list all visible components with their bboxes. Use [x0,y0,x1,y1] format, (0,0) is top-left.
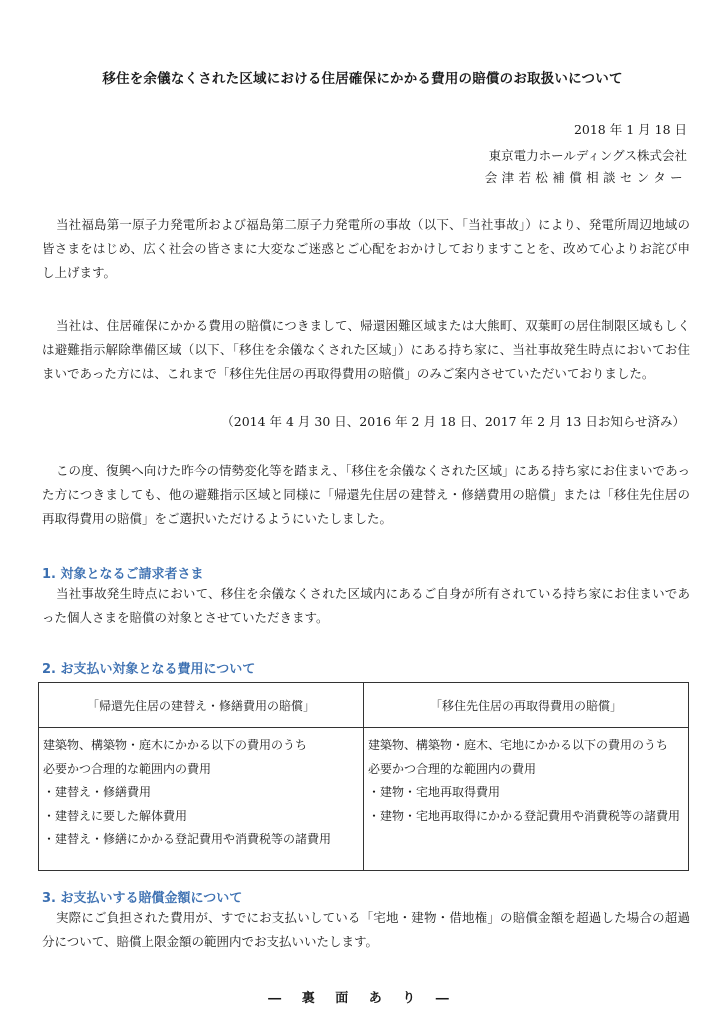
list-item: ・建替え・修繕費用 [43,785,152,799]
section-1-body: 当社事故発生時点において、移住を余儀なくされた区域内にあるご自身が所有されている持ち家にお住まいであった個人さまを賠償の対象とさせていただきます。 [42,586,690,625]
intro-paragraph-apology: 当社福島第一原子力発電所および福島第二原子力発電所の事故（以下、「当社事故」）により、発電所周辺地域の皆さまをはじめ、広く社会の皆さまに大変なご迷惑とご心配をおかけしておりますことを、改めて心よりお詫び申し上げます。 [42,217,690,280]
section-3-body: 実際にご負担された費用が、すでにお支払いしている「宅地・建物・借地権」の賠償金額を超過した場合の超過分について、賠償上限金額の範囲内でお支払いいたします。 [42,910,690,949]
document-title: 移住を余儀なくされた区域における住居確保にかかる費用の賠償のお取扱いについて [102,71,623,87]
company-name: 東京電力ホールディングス株式会社 [488,148,687,163]
section-1-heading: 1. 対象となるご請求者さま [42,567,204,582]
relocation-reacquire-cell [364,728,689,871]
consultation-center: 会津若松補償相談センター [484,170,687,185]
list-item: ・建替え・修繕にかかる登記費用や消費税等の諸費用 [43,832,332,846]
list-item: ・建物・宅地再取得費用 [368,785,501,799]
list-item: 建築物、構築物・庭木にかかる以下の費用のうち [43,738,308,752]
table-header-row [39,683,689,728]
relocation-reacquire-header: 「移住先住居の再取得費用の賠償」 [364,683,689,728]
list-item: ・建替えに要した解体費用 [43,808,188,823]
list-item: ・建物・宅地再取得にかかる登記費用や消費税等の諸費用 [368,808,681,823]
intro-paragraph-change: この度、復興へ向けた昨今の情勢変化等を踏まえ、「移住を余儀なくされた区域」にある持ち家にお住まいであった方につきましても、他の避難指示区域と同様に「帰還先住居の建替え・修繕費用の賠償」または「移住先住居の再取得費用の賠償」をご選択いただけるようにいたしました。 [42,463,690,526]
cost-comparison-table [38,682,689,871]
section-2-heading: 2. お支払い対象となる費用について [42,662,256,677]
table-row [39,728,689,871]
list-item: 建築物、構築物・庭木、宅地にかかる以下の費用のうち [368,738,669,752]
previous-notices-note: （2014 年 4 月 30 日、2016 年 2 月 18 日、2017 年 2 月 13 日お知らせ済み） [221,414,685,429]
intro-paragraph-background: 当社は、住居確保にかかる費用の賠償につきまして、帰還困難区域または大熊町、双葉町の居住制限区域もしくは避難指示解除準備区域（以下、「移住を余儀なくされた区域」）にある持ち家に、当社事故発生時点においてお住まいであった方には、これまで「移住先住居の再取得費用の賠償」のみご案内させていただいておりました。 [42,318,690,381]
continued-overleaf-footer: ― 裏 面 あ り ― [268,991,457,1006]
return-rebuild-cell [39,728,364,871]
list-item: 必要かつ合理的な範囲内の費用 [368,761,537,776]
list-item: 必要かつ合理的な範囲内の費用 [43,761,212,776]
return-rebuild-header: 「帰還先住居の建替え・修繕費用の賠償」 [39,683,364,728]
section-3-heading: 3. お支払いする賠償金額について [42,891,243,906]
issue-date: 2018 年 1 月 18 日 [573,122,687,137]
